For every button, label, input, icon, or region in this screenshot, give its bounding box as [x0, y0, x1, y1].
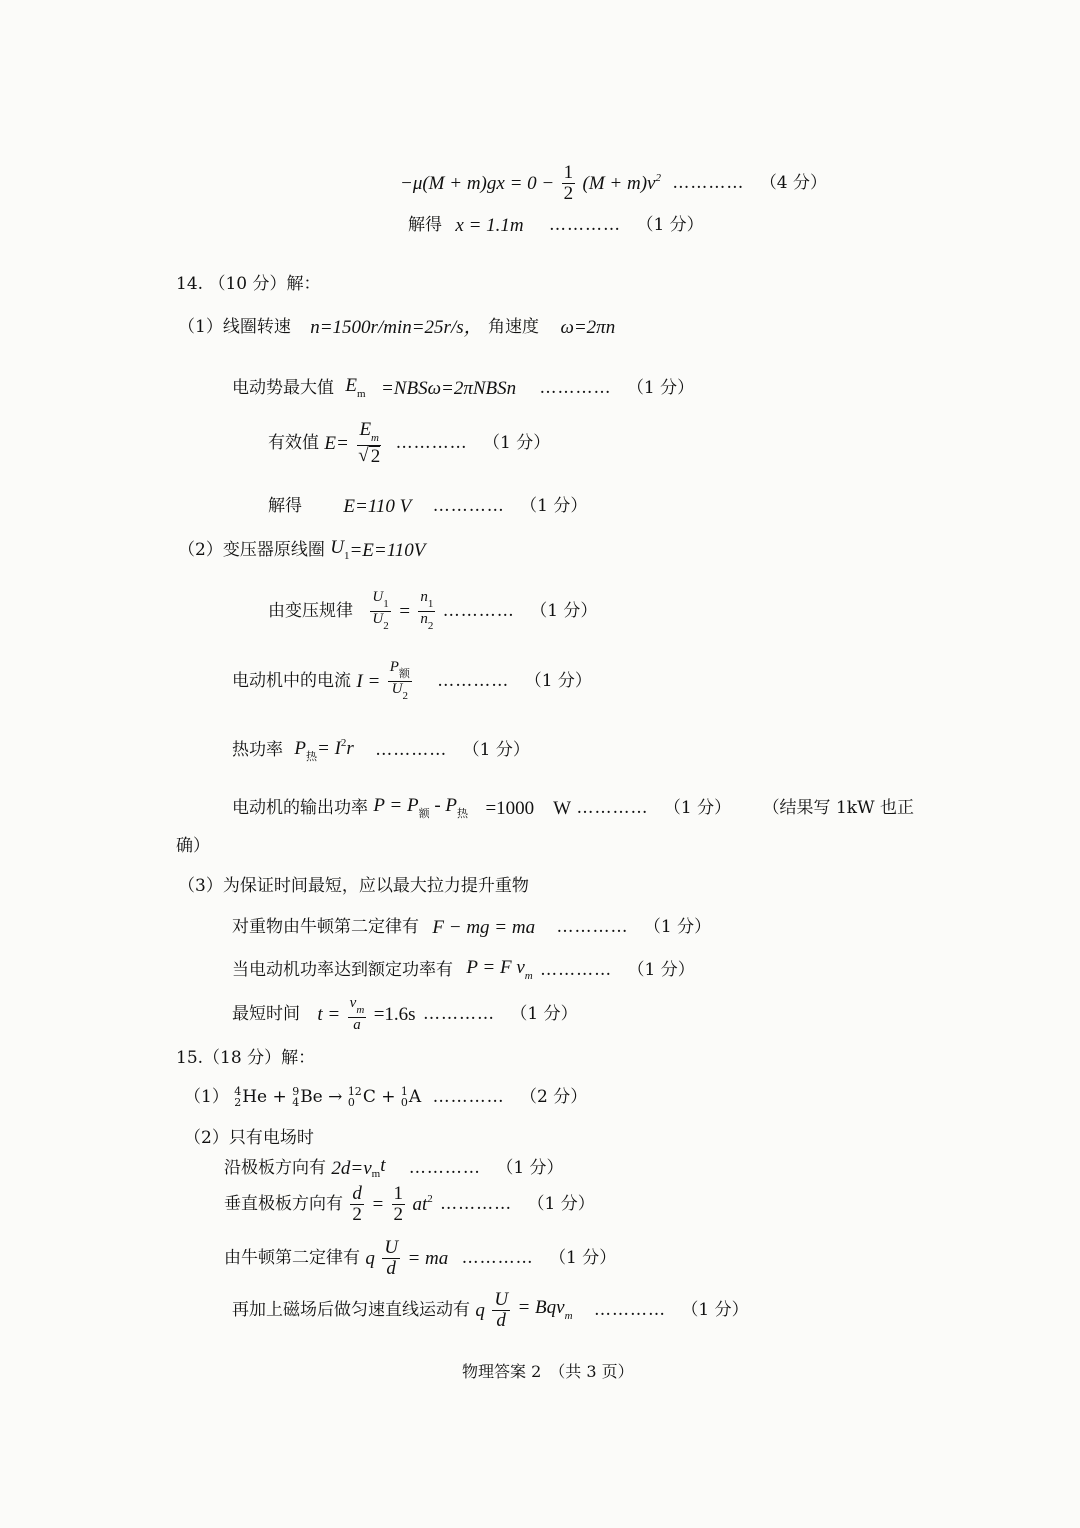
q14-output-note-cont: 确） [176, 836, 210, 856]
q14-motor-current: 电动机中的电流 I = $\frac{\text{P额}}{U2}$ ………… （1 分） [232, 659, 592, 702]
q14-e-result: 解得 E=110 V ………… （1 分） [268, 496, 588, 517]
q14-part2-primary: （2）变压器原线圈 U1=E=110V [178, 537, 426, 562]
q15-newton-law: 由牛顿第二定律有 q $\frac{U}{d}$ = ma ………… （1 分） [224, 1237, 617, 1279]
q14-heat-power: 热功率 P热= I2r ………… （1 分） [232, 737, 530, 763]
q14-emf-max: 电动势最大值 Em =NBSω=2πNBSn ………… （1 分） [232, 375, 695, 400]
q15-along-plate: 沿极板方向有 2d=vmt ………… （1 分） [224, 1155, 564, 1180]
q14-rated-power: 当电动机功率达到额定功率有 P = F vm ………… （1 分） [232, 957, 695, 982]
q14-minimum-time: 最短时间 t = $\frac{vm}{a}$ =1.6s ………… （1 分） [232, 995, 578, 1033]
q14-header: 14. （10 分）解： [176, 274, 321, 294]
q14-newton-second-law: 对重物由牛顿第二定律有 F − mg = ma ………… （1 分） [232, 917, 712, 938]
q14-output-power: 电动机的输出功率 P = P额 - P热 =1000 W ………… （1 分） （结果写 1kW 也正 [232, 795, 914, 820]
q14-effective-value: 有效值 E= $\frac{Em}{√ 2}$ ………… （1 分） [268, 419, 551, 467]
q14-transformer-law: 由变压规律 $\frac{U1}{U2}$ = $\frac{n1}{n2}$ ………… （1 分） [268, 589, 598, 632]
q13-energy-equation: −μ(M + m)gx = 0 − $\frac{1}{2}$ (M + m)v2 ………… （4 分） [400, 162, 828, 204]
q15-perpendicular-plate: 垂直极板方向有 $\frac{d}{2}$ = $\frac{1}{2}$ at2 ………… （1 分） [224, 1183, 595, 1225]
page-footer: 物理答案 2 （共 3 页） [462, 1362, 634, 1381]
q15-magnetic-balance: 再加上磁场后做匀速直线运动有 q $\frac{U}{d}$ = Bqvm ………… （1 分） [232, 1289, 749, 1331]
q15-part2-intro: （2）只有电场时 [184, 1128, 314, 1148]
q15-nuclear-reaction: （1） 4 2 He + 9 4 Be → 12 0 C + 1 0 A ………… （2 分） [184, 1085, 588, 1109]
q13-solution: 解得 x = 1.1m ………… （1 分） [408, 215, 704, 236]
q14-part3-intro: （3）为保证时间最短，应以最大拉力提升重物 [178, 876, 529, 896]
q14-part1-speed: （1）线圈转速 n=1500r/min=25r/s， 角速度 ω=2πn [178, 317, 616, 338]
q15-header: 15.（18 分）解： [176, 1048, 316, 1068]
